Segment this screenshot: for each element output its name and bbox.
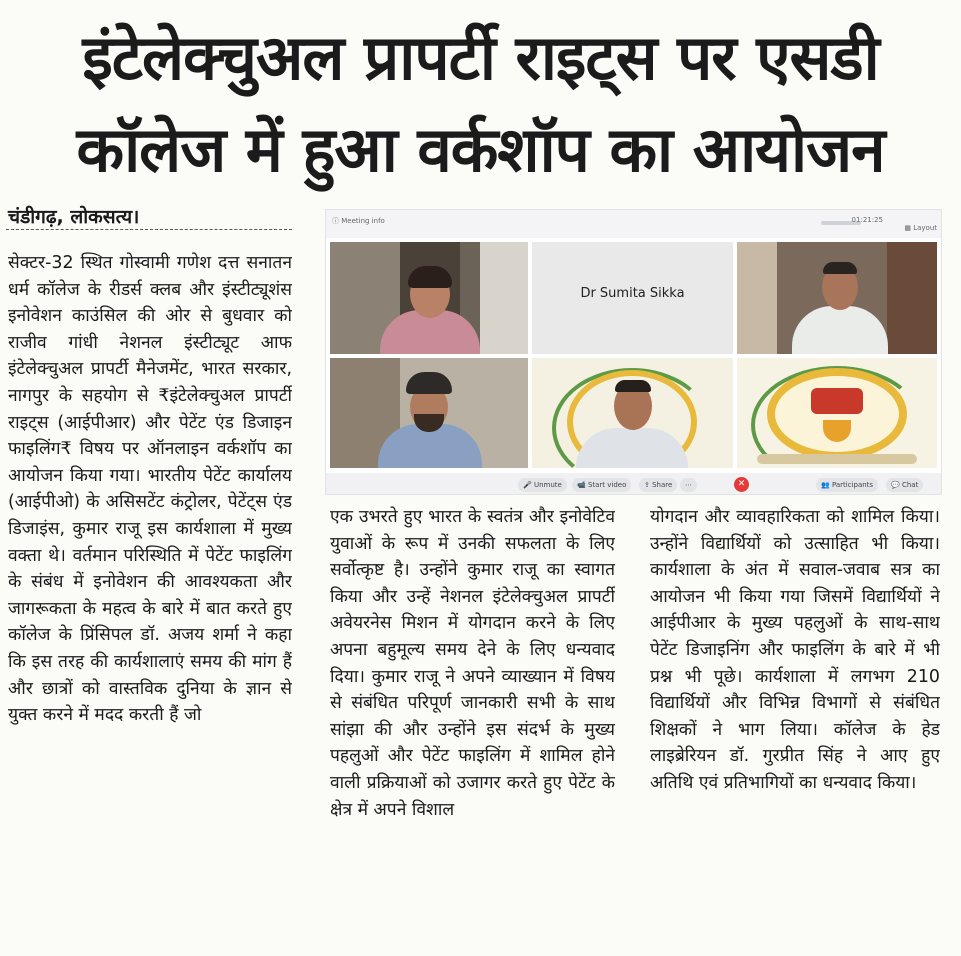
article-column-2: [330, 504, 615, 956]
start-video-button[interactable]: 📹 Start video: [572, 478, 631, 492]
meeting-control-bar: [326, 473, 942, 495]
video-tile-man-turban: [330, 358, 528, 468]
headline-line-1: इंटेलेक्चुअल प्रापर्टी राइट्स पर एसडी: [82, 21, 879, 94]
column-3-text: योगदान और व्यावहारिकता को शामिल किया। उन्होंने विद्यार्थियों को उत्साहित भी किया। कार्यशाला के अंत में सवाल-जवाब सत्र का आयोजन भी किया गया जिसमें विद्यार्थियों ने आईपीआर के मुख्य पहलुओं के साथ-साथ पेटेंट डिजाइनिंग और फाइलिंग के बारे में भी प्रश्न भी पूछे। कार्यशाला में लगभग 210 विद्यार्थियों और विभिन्न विभागों से संबंधित शिक्षकों ने भाग लिया। कॉलेज के हेड लाइब्रेरियन डॉ. गुरप्रीत सिंह ने आए हुए अतिथि एवं प्रतिभागियों का धन्यवाद किया।: [650, 507, 940, 793]
microphone-icon: 🎤: [523, 481, 532, 489]
person-hair: [615, 380, 651, 392]
room-wall: [737, 242, 777, 354]
meeting-info-label: ⓘ Meeting info: [332, 217, 385, 225]
unmute-button[interactable]: 🎤 Unmute: [518, 478, 567, 492]
chat-icon: 💬: [891, 481, 900, 489]
headline-line-2: कॉलेज में हुआ वर्कशॉप का आयोजन: [76, 113, 885, 186]
chat-button[interactable]: 💬 Chat: [886, 478, 923, 492]
logo-banner: [757, 454, 917, 464]
dateline-rule: [6, 229, 292, 230]
video-tile-man-room: [737, 242, 937, 354]
logo-emblem: [767, 368, 907, 460]
meeting-screenshot: [325, 209, 942, 495]
video-tile-institute-logo: [737, 358, 937, 468]
logo-mark: [811, 388, 863, 414]
window-light: [480, 242, 528, 354]
door: [887, 242, 937, 354]
participants-icon: 👥: [821, 481, 830, 489]
article-column-1: [8, 250, 292, 956]
column-1-text: सेक्टर-32 स्थित गोस्वामी गणेश दत्त सनातन धर्म कॉलेज के रीडर्स क्लब और इंस्टीट्यूशंस इनोवेशन काउंसिल की ओर से बुधवार को राजीव गांधी नेशनल इंस्टीट्यूट आफ इंटेलेक्चुअल प्रापर्टी मैनेजमेंट, भारत सरकार, नागपुर के सहयोग से ₹इंटेलेक्चुअल प्रापर्टी राइट्स (आईपीआर) और पेटेंट एंड डिजाइन फाइलिंग₹ विषय पर ऑनलाइन वर्कशॉप का आयोजन किया गया। भारतीय पेटेंट कार्यालय (आईपीओ) के असिसटेंट कंट्रोलर, पेटेंट्स एंड डिजाइंस, कुमार राजू इस कार्यशाला में मुख्य वक्ता थे। वर्तमान परिस्थिति में पेटेंट फाइलिंग के संबंध में इनोवेशन की आवश्यकता और जागरूकता के महत्व के बारे में बात करते हुए कॉलेज के प्रिंसिपल डॉ. अजय शर्मा ने कहा कि इस तरह की कार्यशालाएं समय की मांग हैं और छात्रों को वास्तविक दुनिया के ज्ञान से युक्त करने में मदद करती हैं जो: [8, 253, 292, 726]
video-tile-woman: [330, 242, 528, 354]
column-2-text: एक उभरते हुए भारत के स्वतंत्र और इनोवेटिव युवाओं के रूप में उनकी सफलता के लिए सर्वोत्कृष्ट है। उन्होंने कुमार राजू का स्वागत किया और उन्हें नेशनल इंटेलेक्चुअल प्रापर्टी अवेयरनेस मिशन में योगदान करने के लिए अपना बहुमूल्य समय देने के लिए धन्यवाद दिया। कुमार राजू ने अपने व्याख्यान में विषय से संबंधित परिपूर्ण जानकारी सभी के साथ सांझा की और उन्होंने इस संदर्भ के मुख्य पहलुओं और पेटेंट फाइलिंग में शामिल होने वाली प्रक्रियाओं को उजागर करते हुए पेटेंट के क्षेत्र में अपने विशाल: [330, 507, 615, 820]
person-body: [792, 306, 888, 354]
video-tile-name: [532, 242, 733, 354]
video-icon: 📹: [577, 481, 586, 489]
meeting-time: 01:21:25: [851, 216, 883, 224]
share-icon: ⇪: [644, 481, 650, 489]
turban: [406, 372, 452, 394]
person-hair: [408, 266, 452, 288]
participants-button[interactable]: 👥 Participants: [816, 478, 878, 492]
article-column-3: [650, 504, 940, 956]
layout-button: ▦ Layout: [904, 224, 937, 232]
end-call-icon[interactable]: ✕: [734, 477, 749, 492]
video-tile-man-logo: [532, 358, 733, 468]
dateline: चंडीगढ़, लोकसत्य।: [8, 206, 140, 228]
share-button[interactable]: ⇪ Share: [639, 478, 677, 492]
more-button[interactable]: ⋯: [680, 478, 697, 492]
meeting-top-bar: [326, 210, 942, 238]
participant-name: Dr Sumita Sikka: [580, 286, 685, 301]
person-hair: [823, 262, 857, 274]
